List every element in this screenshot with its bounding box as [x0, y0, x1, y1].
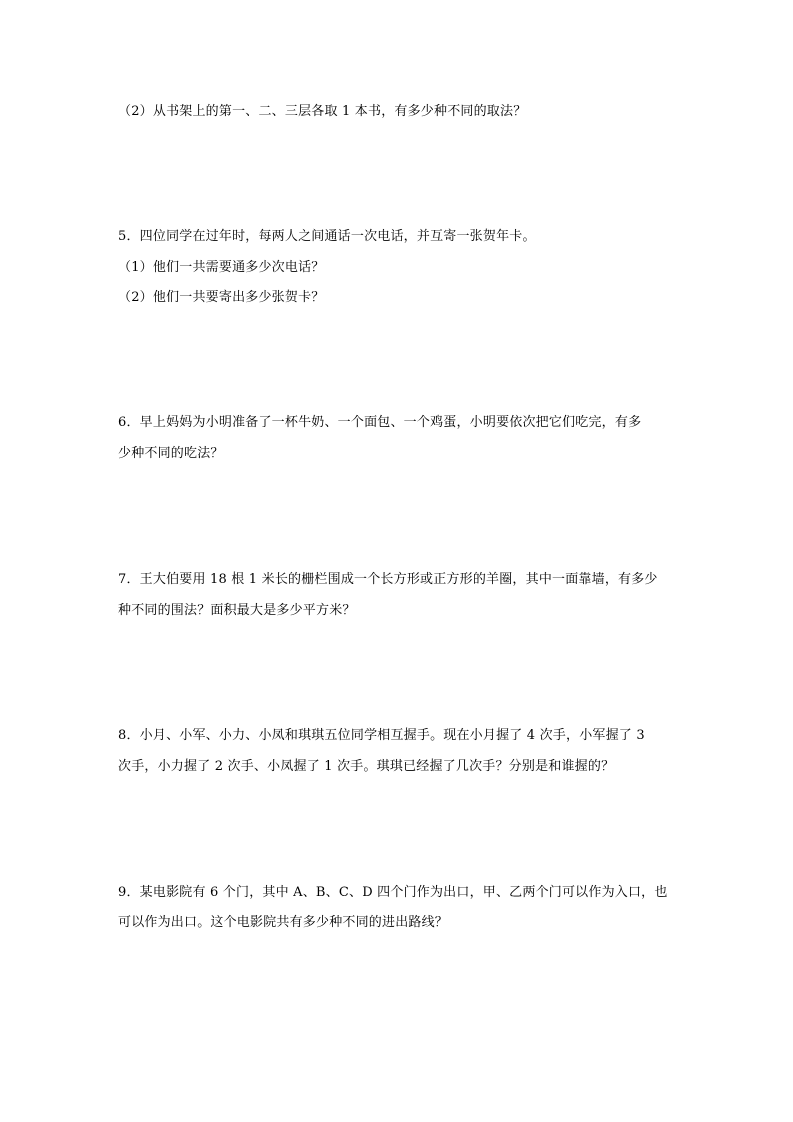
question-5-part-2: （2）他们一共要寄出多少张贺卡？ [118, 290, 325, 305]
question-4-part-2: （2）从书架上的第一、二、三层各取 1 本书，有多少种不同的取法？ [118, 104, 527, 119]
question-9-line-1: 9．某电影院有 6 个门，其中 A、B、C、D 四个门作为出口，甲、乙两个门可以作为入口，也 [118, 885, 668, 900]
question-5-part-1: （1）他们一共需要通多少次电话？ [118, 260, 325, 275]
question-5-stem: 5．四位同学在过年时，每两人之间通话一次电话，并互寄一张贺年卡。 [118, 229, 536, 244]
question-6-line-1: 6．早上妈妈为小明准备了一杯牛奶、一个面包、一个鸡蛋，小明要依次把它们吃完，有多 [118, 415, 642, 430]
question-8-line-1: 8．小月、小军、小力、小凤和琪琪五位同学相互握手。现在小月握了 4 次手，小军握了 3 [118, 728, 645, 743]
question-9-line-2: 可以作为出口。这个电影院共有多少种不同的进出路线？ [118, 915, 449, 930]
question-6-line-2: 少种不同的吃法？ [118, 446, 224, 461]
question-7-line-1: 7．王大伯要用 18 根 1 米长的栅栏围成一个长方形或正方形的羊圈，其中一面靠墙，有多少 [118, 572, 658, 587]
question-7-line-2: 种不同的围法？面积最大是多少平方米？ [118, 603, 356, 618]
question-8-line-2: 次手，小力握了 2 次手、小凤握了 1 次手。琪琪已经握了几次手？分别是和谁握的？ [118, 759, 615, 774]
